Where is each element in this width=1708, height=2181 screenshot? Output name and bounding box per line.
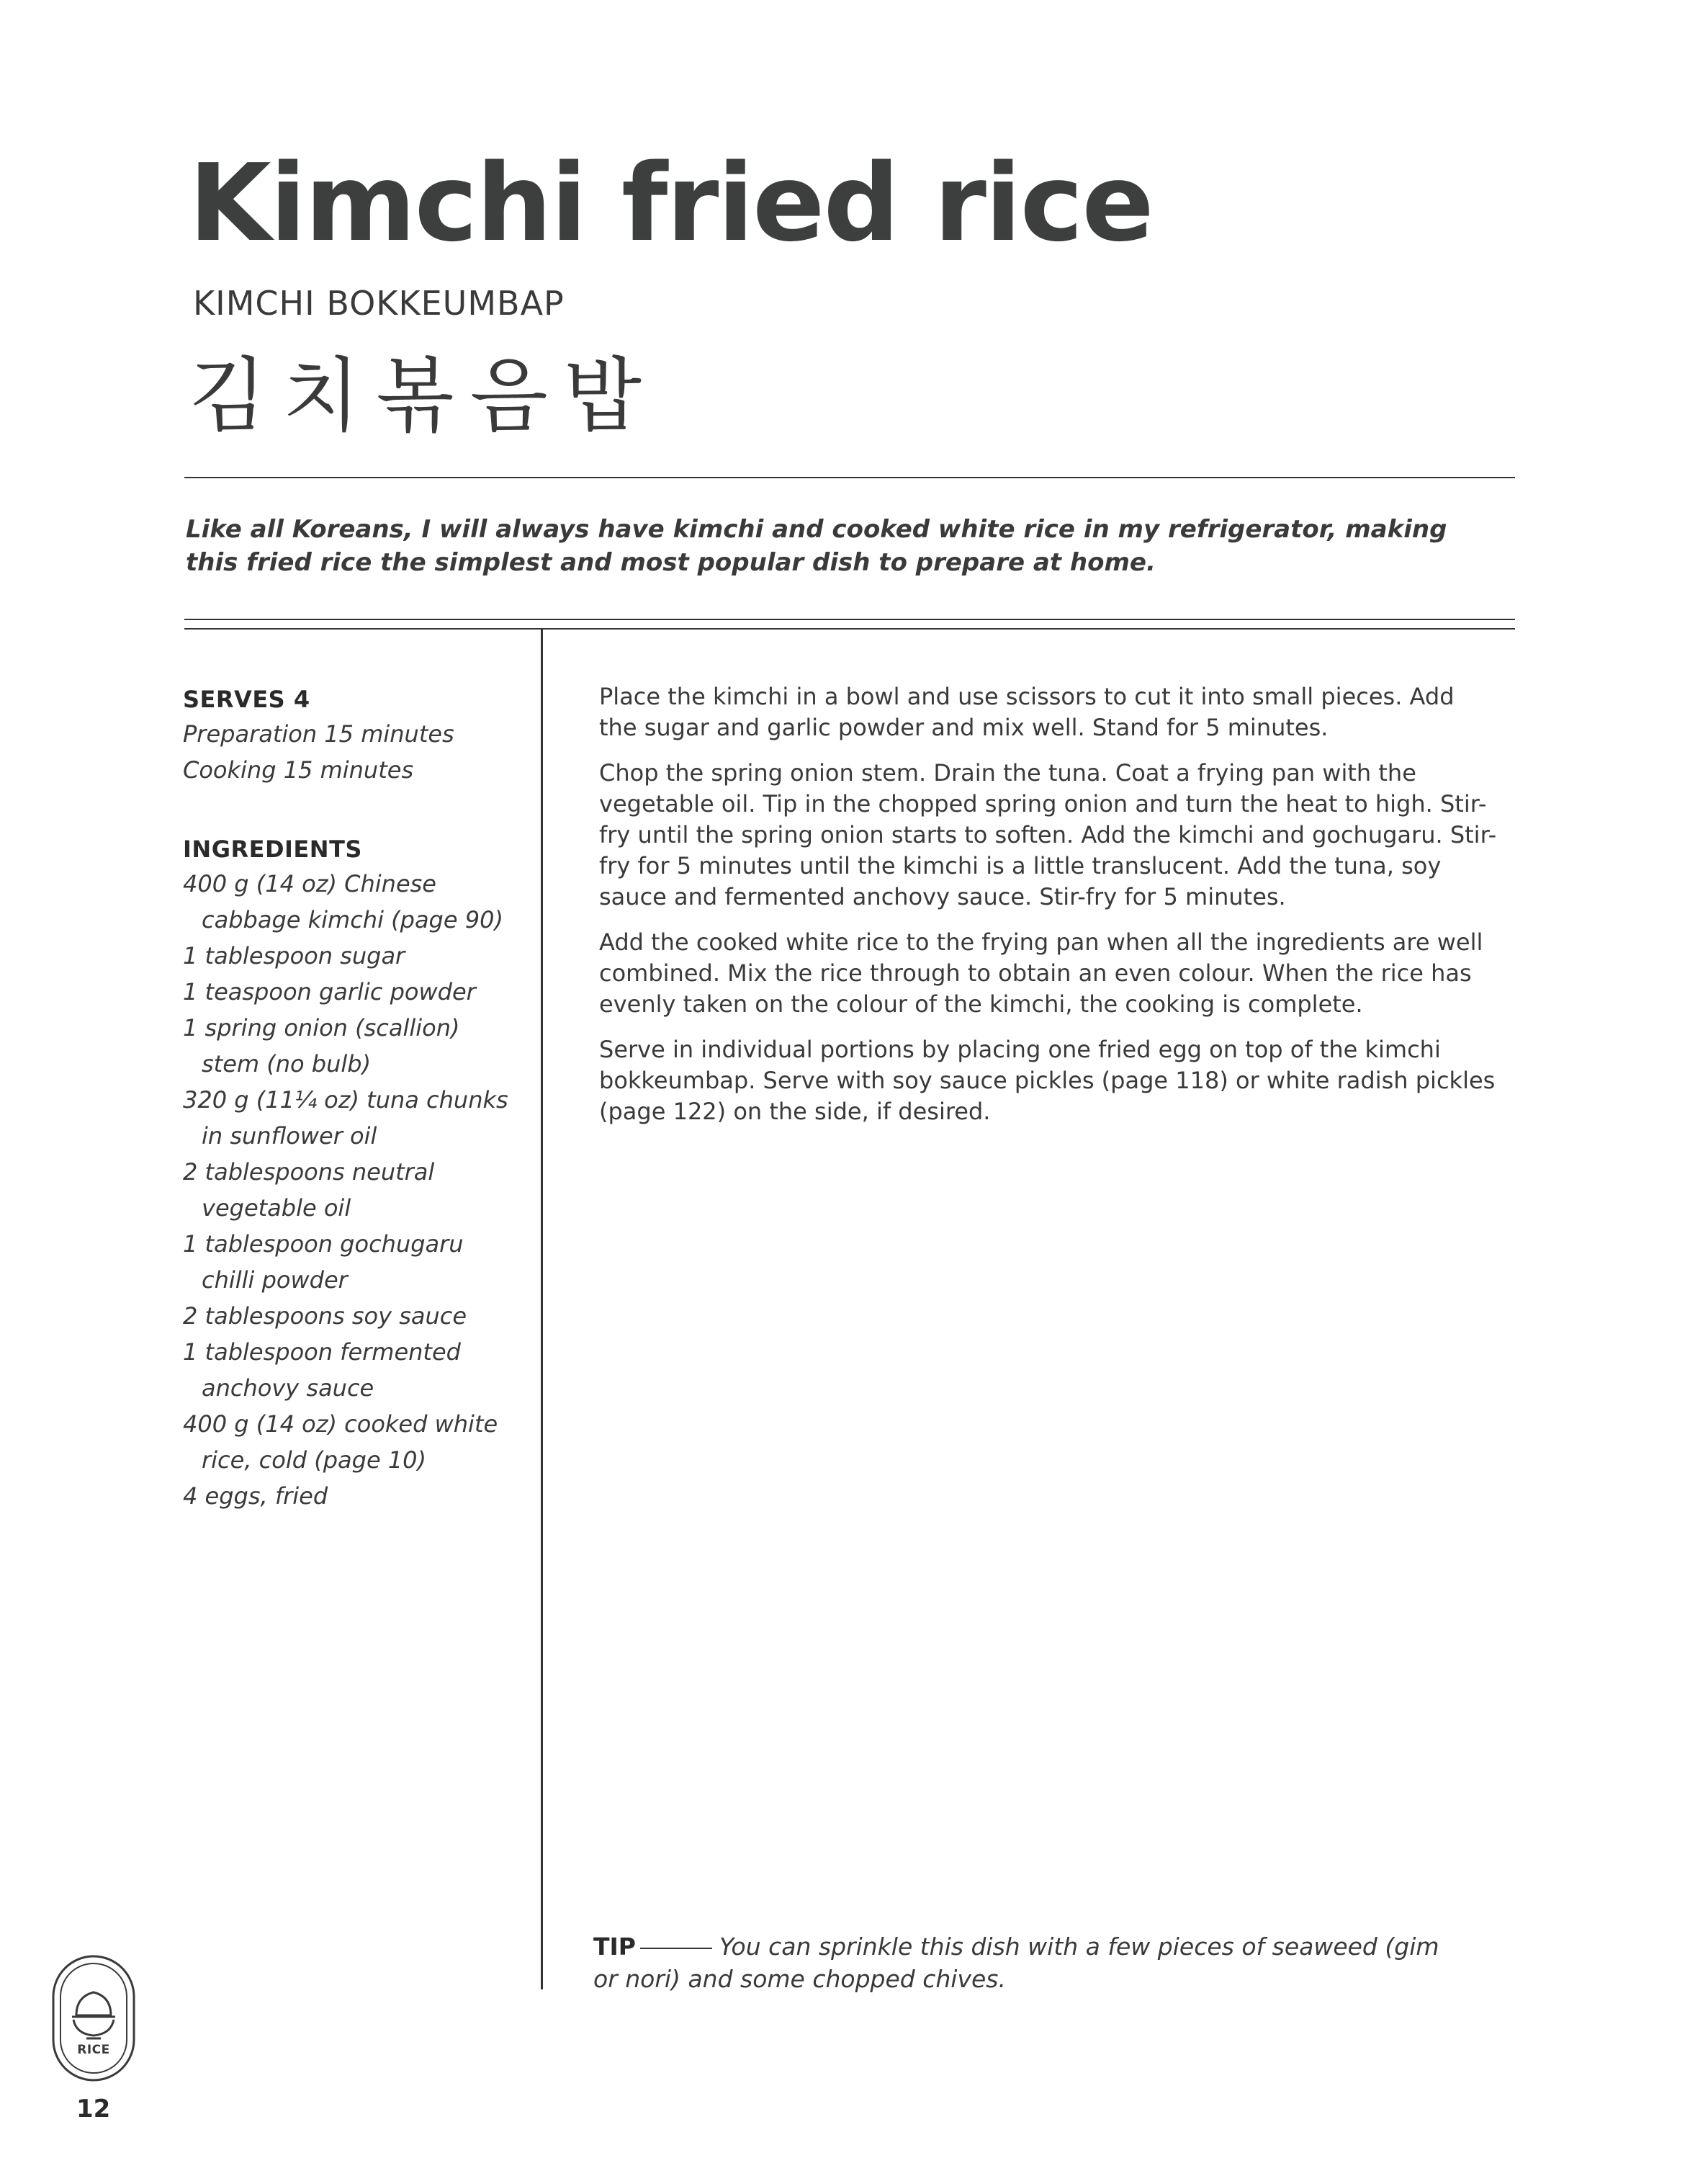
- divider-intro-2: [184, 628, 1515, 630]
- page-number: 12: [76, 2095, 111, 2123]
- method-step: Add the cooked white rice to the frying pan when all the ingredients are well combined. Mix the rice through to obtain an even colour. When the rice has evenly taken on the colour of the kimchi, the cooking is complete.: [599, 928, 1483, 1018]
- ingredient-item: 400 g (14 oz) Chinese cabbage kimchi (page 90): [183, 870, 503, 933]
- tip-box: [593, 1930, 1457, 1995]
- badge-label: RICE: [77, 2043, 110, 2057]
- ingredient-item: 2 tablespoons soy sauce: [183, 1302, 467, 1330]
- ingredient-item: 320 g (11¼ oz) tuna chunks in sunflower oil: [183, 1086, 508, 1150]
- method-step: Chop the spring onion stem. Drain the tuna. Coat a frying pan with the vegetable oil. Tip in the chopped spring onion and turn the heat to high. Stir-fry until the spring onion starts to soften. Add the kimchi and gochugaru. Stir-fry for 5 minutes until the kimchi is a little translucent. Add the tuna, soy sauce and fermented anchovy sauce. Stir-fry for 5 minutes.: [599, 759, 1497, 910]
- tip-text: You can sprinkle this dish with a few pieces of seaweed (gim or nori) and some chopped chives.: [593, 1933, 1439, 1993]
- cooking-time: Cooking 15 minutes: [183, 756, 414, 784]
- preparation-time: Preparation 15 minutes: [183, 720, 454, 748]
- divider-top: [184, 477, 1515, 478]
- korean-name: 김치볶음밥: [189, 349, 657, 443]
- method-step: Place the kimchi in a bowl and use scissors to cut it into small pieces. Add the sugar and garlic powder and mix well. Stand for 5 minutes.: [599, 683, 1455, 741]
- ingredients-column: [183, 683, 521, 1514]
- ingredient-item: 1 tablespoon fermented anchovy sauce: [183, 1338, 461, 1402]
- rice-bowl-icon: [50, 1953, 137, 2083]
- ingredient-item: 1 tablespoon gochugaru chilli powder: [183, 1230, 464, 1294]
- ingredient-item: 1 teaspoon garlic powder: [183, 978, 476, 1006]
- recipe-subtitle: KIMCHI BOKKEUMBAP: [193, 284, 565, 323]
- ingredient-item: 4 eggs, fried: [183, 1482, 328, 1510]
- tip-dash: [640, 1948, 712, 1949]
- column-divider: [541, 628, 543, 1989]
- section-badge: [50, 1953, 137, 2083]
- recipe-intro: Like all Koreans, I will always have kimchi and cooked white rice in my refrigerator, making this fried rice the simplest and most popular dish to prepare at home.: [186, 515, 1447, 577]
- serves-heading: SERVES 4: [183, 686, 310, 713]
- ingredients-heading: INGREDIENTS: [183, 836, 362, 863]
- ingredient-item: 1 tablespoon sugar: [183, 942, 405, 969]
- ingredient-item: 2 tablespoons neutral vegetable oil: [183, 1158, 435, 1222]
- divider-intro-1: [184, 619, 1515, 620]
- ingredient-item: 1 spring onion (scallion) stem (no bulb): [183, 1014, 460, 1078]
- tip-label: TIP: [593, 1933, 636, 1961]
- method-column: [599, 681, 1499, 1142]
- ingredients-list: [183, 866, 521, 1514]
- ingredient-item: 400 g (14 oz) cooked white rice, cold (page 10): [183, 1410, 498, 1474]
- recipe-title: Kimchi fried rice: [189, 141, 1153, 265]
- method-step: Serve in individual portions by placing one fried egg on top of the kimchi bokkeumbap. Serve with soy sauce pickles (page 118) or white radish pickles (page 122) on the side, if desired.: [599, 1036, 1496, 1125]
